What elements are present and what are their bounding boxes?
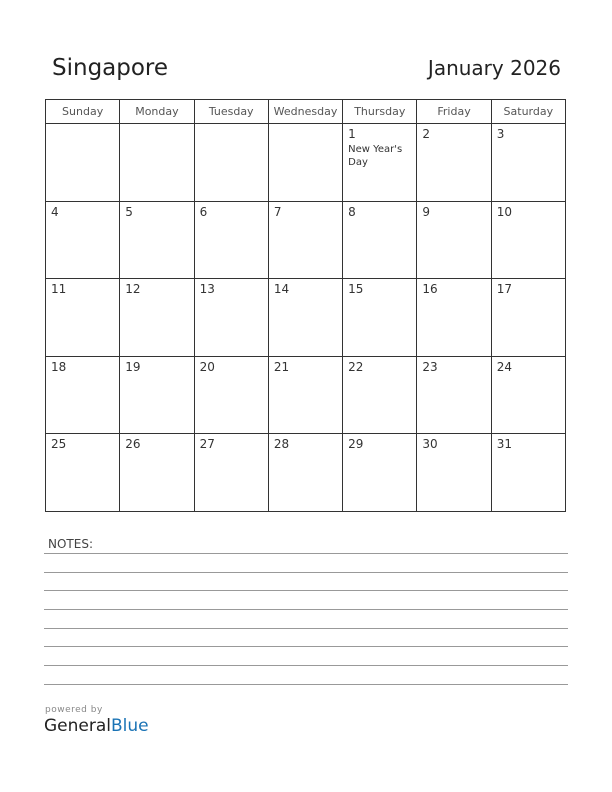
day-cell bbox=[120, 434, 194, 512]
day-cell bbox=[120, 356, 194, 434]
day-number: 18 bbox=[51, 359, 67, 374]
day-cell bbox=[46, 124, 120, 202]
note-line bbox=[44, 609, 568, 610]
day-cell bbox=[491, 279, 565, 357]
day-number: 2 bbox=[422, 127, 431, 141]
day-number: 5 bbox=[125, 204, 133, 219]
note-line bbox=[44, 553, 568, 554]
day-number: 19 bbox=[125, 359, 141, 374]
day-number: 3 bbox=[496, 127, 505, 141]
day-cell bbox=[194, 279, 268, 357]
day-number: 25 bbox=[51, 437, 67, 452]
note-line bbox=[44, 590, 568, 591]
day-cell bbox=[417, 201, 491, 279]
calendar-grid bbox=[45, 99, 566, 512]
day-number: 15 bbox=[348, 282, 364, 297]
brand-logo bbox=[44, 716, 149, 736]
weekday-header: Wednesday bbox=[268, 100, 342, 124]
day-number: 27 bbox=[199, 437, 215, 452]
holiday-label: New Year's Day bbox=[348, 144, 403, 168]
day-number: 22 bbox=[348, 359, 364, 374]
day-cell bbox=[268, 434, 342, 512]
day-number: 4 bbox=[51, 204, 59, 219]
week-row bbox=[46, 201, 566, 279]
day-cell bbox=[343, 124, 417, 202]
day-number: 31 bbox=[496, 437, 512, 452]
day-cell bbox=[417, 434, 491, 512]
day-cell bbox=[268, 124, 342, 202]
weekday-header-row bbox=[46, 100, 566, 124]
day-number: 13 bbox=[199, 282, 215, 297]
note-line bbox=[44, 665, 568, 666]
day-cell bbox=[194, 356, 268, 434]
weekday-header: Thursday bbox=[343, 100, 417, 124]
day-cell bbox=[120, 279, 194, 357]
day-cell bbox=[46, 279, 120, 357]
day-cell bbox=[194, 201, 268, 279]
day-cell bbox=[46, 201, 120, 279]
day-cell bbox=[194, 434, 268, 512]
day-number: 10 bbox=[496, 204, 512, 219]
note-line bbox=[44, 684, 568, 685]
day-cell bbox=[491, 356, 565, 434]
day-number: 20 bbox=[199, 359, 215, 374]
weekday-header: Friday bbox=[417, 100, 491, 124]
day-cell bbox=[194, 124, 268, 202]
week-row bbox=[46, 279, 566, 357]
day-number: 12 bbox=[125, 282, 141, 297]
note-line bbox=[44, 646, 568, 647]
powered-by-text: powered by bbox=[45, 705, 103, 715]
day-cell bbox=[343, 279, 417, 357]
day-number: 16 bbox=[422, 282, 438, 297]
day-number: 30 bbox=[422, 437, 438, 452]
day-number: 11 bbox=[51, 282, 67, 297]
day-number: 26 bbox=[125, 437, 141, 452]
day-cell bbox=[120, 124, 194, 202]
day-number: 29 bbox=[348, 437, 364, 452]
day-number: 8 bbox=[348, 204, 356, 219]
day-cell bbox=[343, 356, 417, 434]
week-row bbox=[46, 356, 566, 434]
day-cell bbox=[417, 279, 491, 357]
day-number: 24 bbox=[496, 359, 512, 374]
calendar-month-title: January 2026 bbox=[427, 56, 561, 80]
day-cell bbox=[417, 356, 491, 434]
day-cell bbox=[417, 124, 491, 202]
day-number: 1 bbox=[348, 127, 356, 141]
notes-label: NOTES: bbox=[48, 537, 93, 551]
day-cell bbox=[491, 201, 565, 279]
day-cell bbox=[343, 201, 417, 279]
calendar-country-title: Singapore bbox=[52, 55, 169, 81]
day-cell bbox=[491, 124, 565, 202]
day-cell bbox=[268, 201, 342, 279]
weekday-header: Saturday bbox=[491, 100, 565, 124]
day-cell bbox=[120, 201, 194, 279]
day-number: 23 bbox=[422, 359, 438, 374]
weekday-header: Sunday bbox=[46, 100, 120, 124]
day-number: 9 bbox=[422, 204, 431, 219]
day-cell bbox=[491, 434, 565, 512]
day-number: 21 bbox=[273, 359, 290, 374]
brand-name-part1: General bbox=[44, 716, 111, 736]
day-cell bbox=[46, 434, 120, 512]
day-number: 7 bbox=[273, 204, 282, 219]
week-row bbox=[46, 124, 566, 202]
day-number: 14 bbox=[273, 282, 290, 297]
day-cell bbox=[343, 434, 417, 512]
day-cell bbox=[268, 279, 342, 357]
note-line bbox=[44, 628, 568, 629]
day-cell bbox=[46, 356, 120, 434]
weekday-header: Tuesday bbox=[194, 100, 268, 124]
day-number: 17 bbox=[496, 282, 512, 297]
note-line bbox=[44, 572, 568, 573]
brand-name-part2: Blue bbox=[111, 716, 149, 736]
day-cell bbox=[268, 356, 342, 434]
week-row bbox=[46, 434, 566, 512]
day-number: 6 bbox=[199, 204, 208, 219]
day-number: 28 bbox=[273, 437, 290, 452]
weekday-header: Monday bbox=[120, 100, 194, 124]
